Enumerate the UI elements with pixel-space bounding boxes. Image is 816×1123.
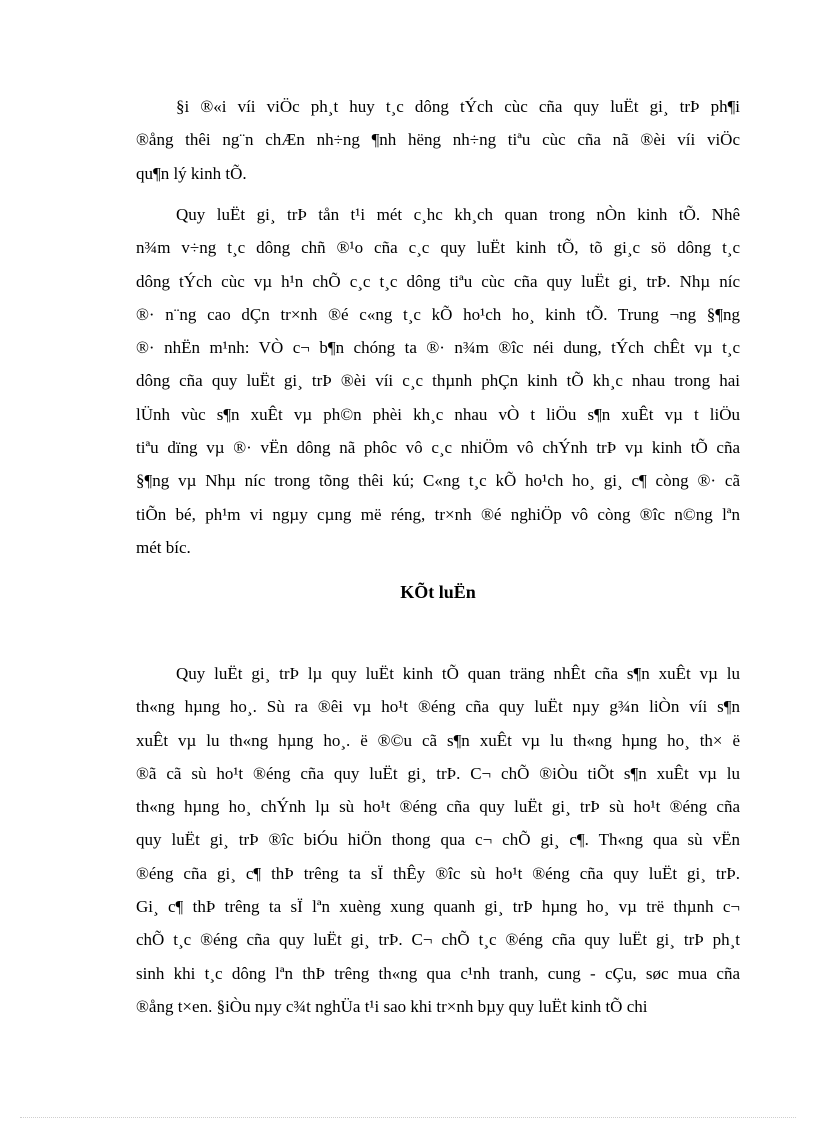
text-line: qu¶n lý kinh tÕ.: [136, 163, 247, 183]
text-line: ®· n¨ng cao dÇn tr×nh ®é c«ng t¸c kÕ ho¹ch ho¸ kinh tÕ. Trung ¬ng §¶ng: [136, 304, 740, 324]
text-line: tiªu dïng vµ ®· vËn dông nã phôc vô c¸c nhiÖm vô chÝnh trÞ vµ kinh tÕ cña: [136, 438, 740, 458]
paragraph-2: [136, 198, 740, 564]
text-line: lÜnh vùc s¶n xuÊt vµ ph©n phèi kh¸c nhau vÒ t liÖu s¶n xuÊt vµ t liÖu: [136, 404, 740, 424]
text-line: dông tÝch cùc vµ h¹n chÕ c¸c t¸c dông tiªu cùc cña quy luËt gi¸ trÞ. Nhµ níc: [136, 271, 740, 291]
text-line: quy luËt gi¸ trÞ ®îc biÓu hiÖn thong qua c¬ chÕ gi¸ c¶. Th«ng qua sù vËn: [136, 830, 740, 850]
text-line: xuÊt vµ lu th«ng hµng ho¸. ë ®©u cã s¶n xuÊt vµ lu th«ng hµng ho¸ th× ë: [136, 730, 740, 750]
text-line: chÕ t¸c ®éng cña quy luËt gi¸ trÞ. C¬ chÕ t¸c ®éng cña quy luËt gi¸ trÞ ph¸t: [136, 930, 740, 950]
text-line: ®éng cña gi¸ c¶ thÞ trêng ta sÏ thÊy ®îc sù ho¹t ®éng cña quy luËt gi¸ trÞ.: [136, 863, 740, 883]
text-line: n¾m v÷ng t¸c dông chñ ®¹o cña c¸c quy luËt kinh tÕ, tõ gi¸c sö dông t¸c: [136, 238, 740, 258]
paragraph-1: [136, 90, 740, 190]
text-line: dông cña quy luËt gi¸ trÞ ®èi víi c¸c thµnh phÇn kinh tÕ kh¸c nhau trong hai: [136, 371, 740, 391]
text-line: th«ng hµng ho¸ chÝnh lµ sù ho¹t ®éng cña quy luËt gi¸ trÞ sù ho¹t ®éng cña: [136, 797, 740, 817]
text-line: §i ®«i víi viÖc ph¸t huy t¸c dông tÝch cùc cña quy luËt gi¸ trÞ ph¶i: [176, 97, 740, 116]
text-line: Quy luËt gi¸ trÞ tån t¹i mét c¸hc kh¸ch quan trong nÒn kinh tÕ. Nhê: [176, 205, 740, 224]
text-line: §¶ng vµ Nhµ níc trong tõng thêi kú; C«ng t¸c kÕ ho¹ch ho¸ gi¸ c¶ còng ®· cã: [136, 471, 740, 491]
text-line: Gi¸ c¶ thÞ trêng ta sÏ lªn xuèng xung quanh gi¸ trÞ hµng ho¸ vµ trë thµnh c¬: [136, 897, 740, 917]
text-line: tiÕn bé, ph¹m vi ngµy cµng më réng, tr×nh ®é nghiÖp vô còng ®îc n©ng lªn: [136, 504, 740, 524]
section-heading: KÕt luËn: [400, 582, 476, 602]
text-line: sinh khi t¸c dông lªn thÞ trêng th«ng qua c¹nh tranh, cung - cÇu, søc mua cña: [136, 963, 740, 983]
page-bottom-divider: [20, 1117, 796, 1118]
text-line: ®ång t×en. §iÒu nµy c¾t nghÜa t¹i sao khi tr×nh bµy quy luËt kinh tÕ chi: [136, 996, 648, 1016]
paragraph-3: [136, 657, 740, 1023]
text-line: ®· nhËn m¹nh: VÒ c¬ b¶n chóng ta ®· n¾m ®îc néi dung, tÝch chÊt vµ t¸c: [136, 338, 740, 358]
text-line: th«ng hµng ho¸. Sù ra ®êi vµ ho¹t ®éng cña quy luËt nµy g¾n liÒn víi s¶n: [136, 697, 740, 717]
text-line: Quy luËt gi¸ trÞ lµ quy luËt kinh tÕ quan träng nhÊt cña s¶n xuÊt vµ lu: [176, 664, 740, 683]
text-line: ®ång thêi ng¨n chÆn nh÷ng ¶nh hëng nh÷ng tiªu cùc cña nã ®èi víi viÖc: [136, 130, 740, 150]
text-line: ®ã cã sù ho¹t ®éng cña quy luËt gi¸ trÞ. C¬ chÕ ®iÒu tiÕt s¶n xuÊt vµ lu: [136, 763, 740, 783]
text-line: mét bíc.: [136, 537, 191, 557]
